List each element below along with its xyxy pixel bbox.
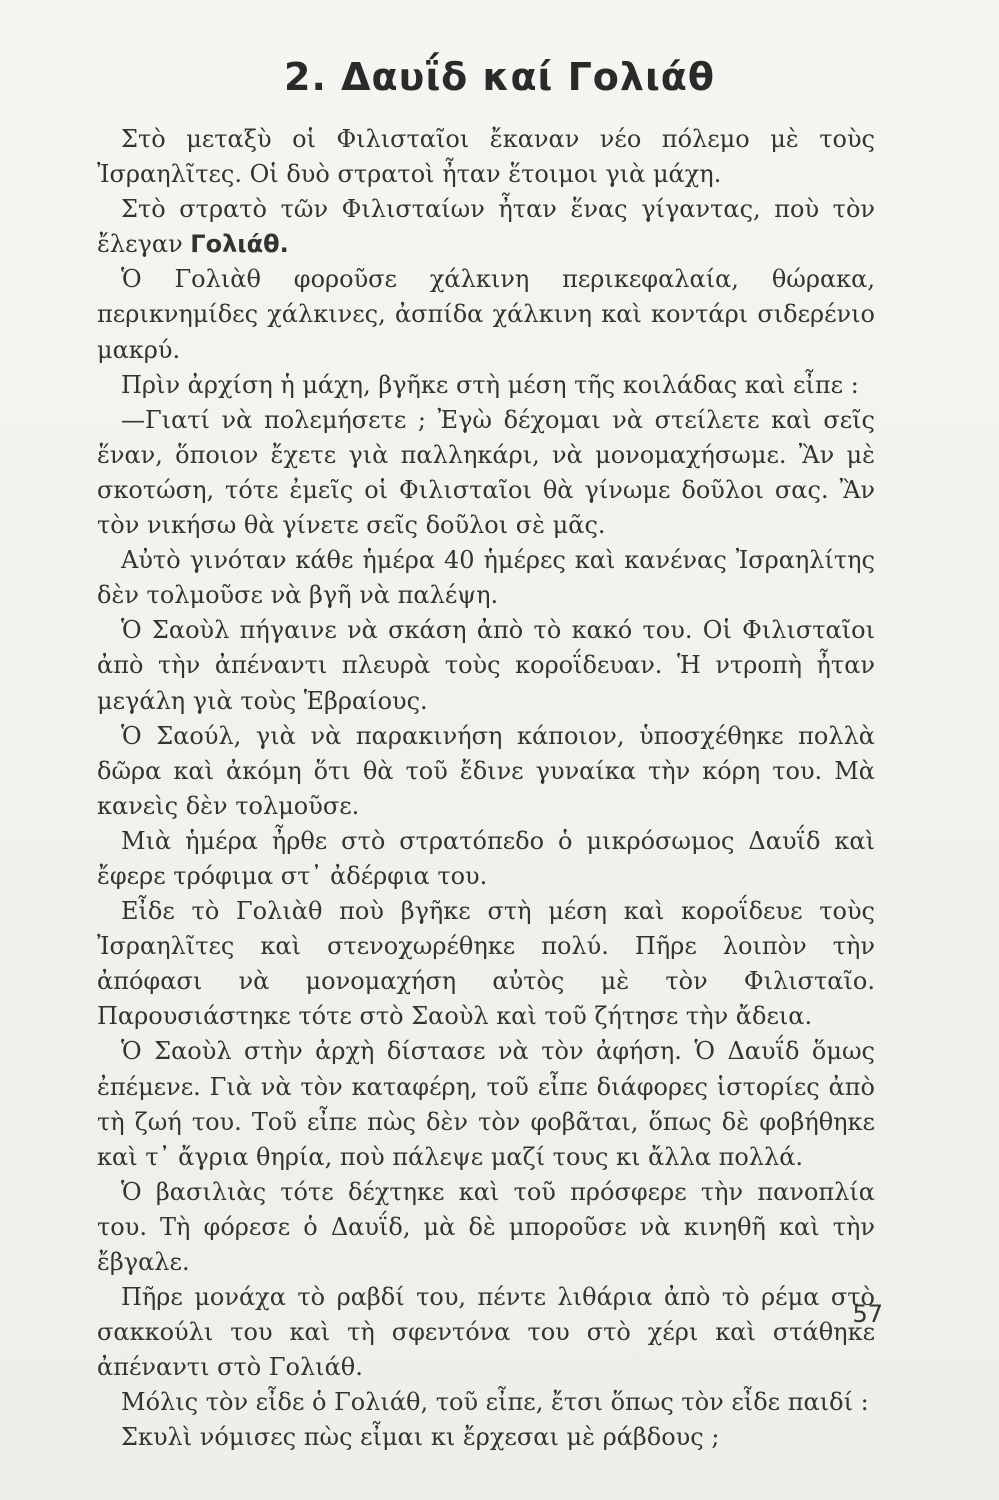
paragraph-11: Ὁ Σαοὺλ στὴν ἀρχὴ δίστασε νὰ τὸν ἀφήση. Ὁ Δαυΐδ ὅμως ἐπέμενε. Γιὰ νὰ τὸν καταφέρη, τοῦ εἶπε διάφορες ἱστορίες ἀπὸ τὴ ζωή του. Τοῦ εἶπε πὼς δὲν τὸν φοβᾶται, ὅπως δὲ φοβήθηκε καὶ τ᾽ ἄγρια θηρία, ποὺ πάλεψε μαζί τους κι ἄλλα πολλά. [97,1037,875,1171]
paragraph-9: Μιὰ ἡμέρα ἦρθε στὸ στρατόπεδο ὁ μικρόσωμος Δαυΐδ καὶ ἔφερε τρόφιμα στ᾽ ἀδέρφια του. [97,826,875,890]
page-number: 57 [852,1300,883,1328]
paragraph-7: Ὁ Σαοὺλ πήγαινε νὰ σκάση ἀπὸ τὸ κακό του. Οἱ Φιλισταῖοι ἀπὸ τὴν ἀπέναντι πλευρὰ τοὺς κοροΐδευαν. Ἡ ντροπὴ ἦταν μεγάλη γιὰ τοὺς Ἑβραίους. [97,616,875,715]
paragraph-3: Ὁ Γολιὰθ φοροῦσε χάλκινη περικεφαλαία, θώρακα, περικνημίδες χάλκινες, ἀσπίδα χάλκινη καὶ κοντάρι σιδερένιο μακρύ. [97,265,875,364]
bold-name: Γολιάθ. [190,230,289,259]
paragraph-10: Εἶδε τὸ Γολιὰθ ποὺ βγῆκε στὴ μέση καὶ κοροΐδευε τοὺς Ἰσραηλῖτες καὶ στενοχωρέθηκε πολύ. Πῆρε λοιπὸν τὴν ἀπόφασι νὰ μονομαχήση αὐτὸς μὲ τὸν Φιλισταῖο. Παρουσιάστηκε τότε στὸ Σαοὺλ καὶ τοῦ ζήτησε τὴν ἄδεια. [97,897,875,1031]
paragraph-13: Πῆρε μονάχα τὸ ραβδί του, πέντε λιθάρια ἀπὸ τὸ ρέμα στὸ σακκούλι του καὶ τὴ σφεντόνα του στὸ χέρι καὶ στάθηκε ἀπέναντι στὸ Γολιάθ. [97,1283,875,1382]
paragraph-8: Ὁ Σαούλ, γιὰ νὰ παρακινήση κάποιον, ὑποσχέθηκε πολλὰ δῶρα καὶ ἀκόμη ὅτι θὰ τοῦ ἔδινε γυναίκα τὴν κόρη του. Μὰ κανεὶς δὲν τολμοῦσε. [97,721,875,820]
paragraph-15: Σκυλὶ νόμισες πὼς εἶμαι κι ἔρχεσαι μὲ ράβδους ; [121,1423,720,1452]
paragraph-2: Στὸ στρατὸ τῶν Φιλισταίων ἦταν ἕνας γίγαντας, ποὺ τὸν ἔλεγαν Γολιάθ. [97,195,875,259]
paragraph-5: —Γιατί νὰ πολεμήσετε ; Ἐγὼ δέχομαι νὰ στείλετε καὶ σεῖς ἕναν, ὅποιον ἔχετε γιὰ παλληκάρι, νὰ μονομαχήσωμε. Ἂν μὲ σκοτώση, τότε ἐμεῖς οἱ Φιλισταῖοι θὰ γίνωμε δοῦλοι σας. Ἂν τὸν νικήσω θὰ γίνετε σεῖς δοῦλοι σὲ μᾶς. [97,405,875,540]
paragraph-1: Στὸ μεταξὺ οἱ Φιλισταῖοι ἔκαναν νέο πόλεμο μὲ τοὺς Ἰσραηλῖτες. Οἱ δυὸ στρατοὶ ἦταν ἕτοιμοι γιὰ μάχη. [97,125,875,189]
paragraph-14: Μόλις τὸν εἶδε ὁ Γολιάθ, τοῦ εἶπε, ἔτσι ὅπως τὸν εἶδε παιδί : [121,1388,869,1417]
paragraph-12: Ὁ βασιλιὰς τότε δέχτηκε καὶ τοῦ πρόσφερε τὴν πανοπλία του. Τὴ φόρεσε ὁ Δαυΐδ, μὰ δὲ μποροῦσε νὰ κινηθῆ καὶ τὴν ἔβγαλε. [97,1177,875,1276]
paragraph-4: Πρὶν ἀρχίση ἡ μάχη, βγῆκε στὴ μέση τῆς κοιλάδας καὶ εἶπε : [121,370,859,399]
chapter-title: 2. Δαυΐδ καί Γολιάθ [284,55,715,99]
body-text [97,122,875,1456]
paragraph-6: Αὐτὸ γινόταν κάθε ἡμέρα 40 ἡμέρες καὶ κανένας Ἰσραηλίτης δὲν τολμοῦσε νὰ βγῆ νὰ παλέψη. [97,546,875,610]
